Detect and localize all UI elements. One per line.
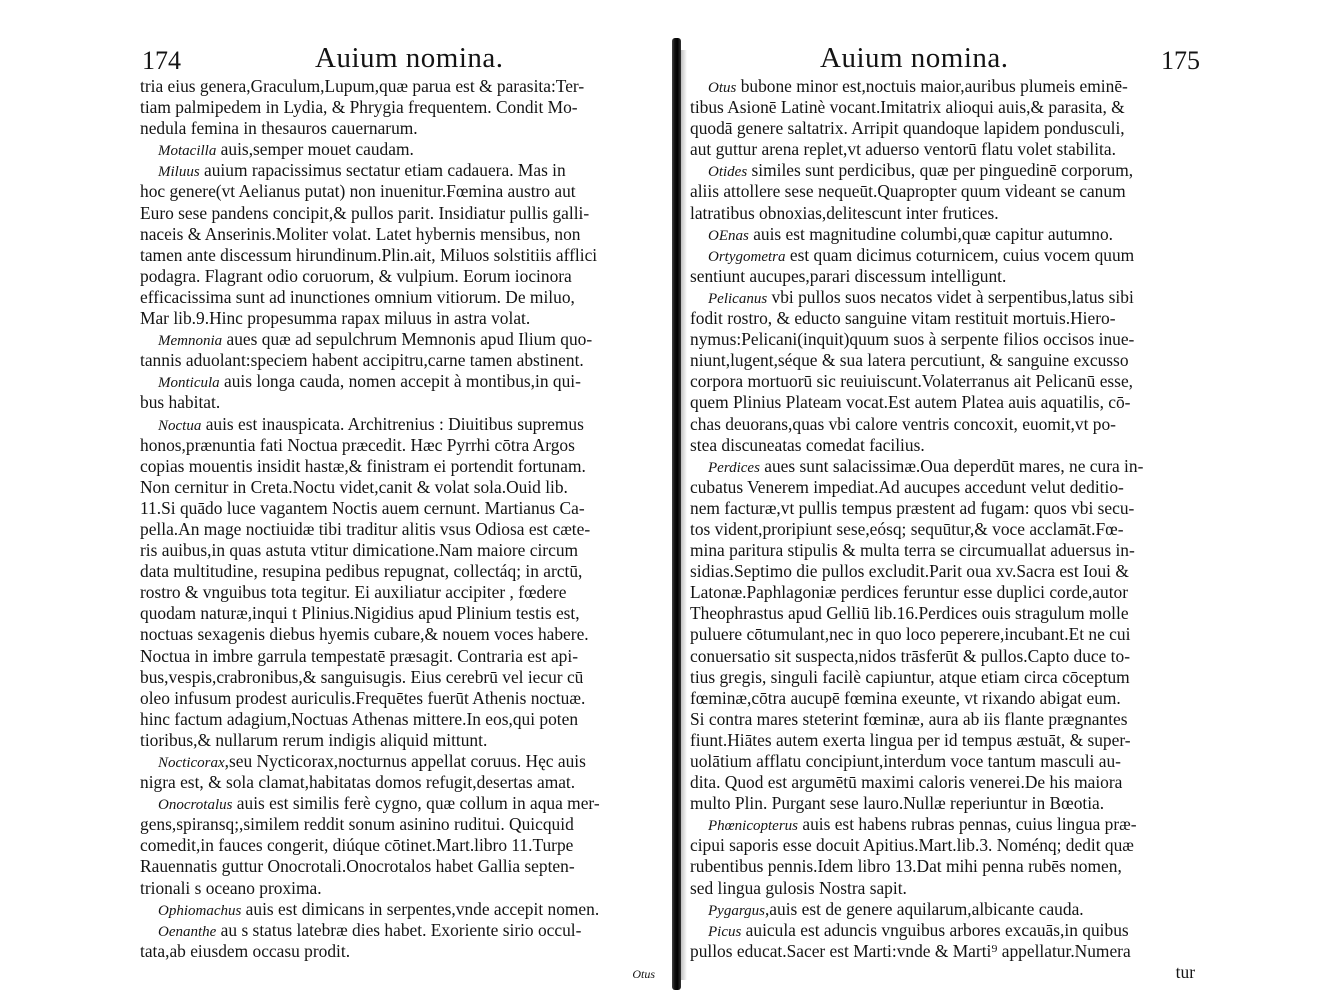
text-line — [140, 814, 655, 835]
gutter-shadow — [681, 50, 687, 980]
line-text: niunt,lugent,séque & sua latera percutiunt, & sanguine excusso — [690, 350, 1129, 371]
text-column — [690, 76, 1200, 983]
text-line — [140, 118, 655, 139]
line-text: au s status latebræ dies habet. Exoriente sirio occul- — [216, 919, 582, 940]
text-line — [690, 414, 1195, 435]
text-line — [140, 856, 655, 877]
text-line — [690, 287, 1195, 308]
text-line — [140, 245, 655, 266]
text-line — [140, 350, 655, 371]
line-text: tos vident,proripiunt sese,eósq; sequūtur,& voce acclamāt.Fœ- — [690, 518, 1124, 539]
text-line — [690, 667, 1195, 688]
catchword: Otus — [632, 966, 655, 981]
text-line — [690, 498, 1195, 519]
text-line — [690, 245, 1195, 266]
line-text: sed lingua gulosis Nostra sapit. — [690, 877, 907, 898]
line-text: cipui saporis esse docuit Apitius.Mart.lib.3. Noménq; dedit quæ — [690, 835, 1134, 856]
line-text: aut guttur arena replet,vt aduerso ventorū flatu volet stabilita. — [690, 139, 1116, 160]
text-line — [140, 624, 655, 645]
book-gutter — [672, 38, 681, 990]
line-text: corpora mortuorū sic reuiuiscunt.Volaterranus ait Pelicanū esse, — [690, 371, 1134, 392]
text-line — [690, 856, 1195, 877]
text-line — [140, 456, 655, 477]
text-line — [690, 730, 1195, 751]
line-text: tibus Asionē Latinè vocant.Imitatrix alioqui auis,& parasita, & — [690, 97, 1125, 118]
line-text: chas deuorans,quas vbi calore ventris concoxit, euomit,vt po- — [690, 413, 1116, 434]
line-text: Rauennatis guttur Onocrotali.Onocrotalos habet Gallia septen- — [140, 856, 575, 877]
text-line — [140, 772, 655, 793]
text-line — [690, 878, 1195, 899]
line-text: bubone minor est,noctuis maior,auribus plumeis eminē- — [736, 76, 1128, 96]
line-text: oleo infusum prodest auriculis.Frequētes fuerūt Athenis noctuæ. — [140, 687, 586, 708]
line-text: tiam palmipedem in Lydia, & Phrygia frequentem. Condit Mo- — [140, 97, 578, 118]
line-text: pullos educat.Sacer est Marti:vnde & Marti⁹ appellatur.Numera — [690, 940, 1131, 961]
text-column — [140, 76, 660, 983]
entry-term: OEnas — [708, 227, 749, 244]
line-text: cubatus Venerem impediat.Ad aucupes accedunt velut deditio- — [690, 476, 1124, 497]
text-line — [690, 646, 1195, 667]
left-page — [140, 0, 660, 1000]
line-text: similes sunt perdicibus, quæ per pinguedinē corporum, — [747, 160, 1134, 181]
entry-term: Oenanthe — [158, 923, 217, 940]
text-line — [140, 160, 655, 181]
line-text: auis est habens rubras pennas, cuius lingua præ- — [798, 814, 1137, 835]
line-text: copias mouentis insidit hastæ,& finistram ei portendit fortunam. — [140, 455, 586, 476]
line-text: Non cernitur in Creta.Noctu videt,canit & volat sola.Ouid lib. — [140, 476, 568, 497]
entry-term: Nocticorax — [158, 755, 225, 771]
entry-term: Onocrotalus — [158, 797, 233, 814]
catchword-line — [690, 962, 1195, 983]
line-text: stea discuneatas comedat facilius. — [690, 434, 925, 455]
line-text: auis,semper mouet caudam. — [216, 139, 414, 160]
line-text: quem Plinius Plateam vocat.Est autem Platea auis aquatilis, cō- — [690, 392, 1131, 413]
line-text: multo Plin. Purgant sese lauro.Nullæ reperiuntur in Bœotia. — [690, 793, 1105, 814]
text-line — [140, 920, 655, 941]
text-line — [690, 139, 1195, 160]
text-line — [690, 118, 1195, 139]
text-line — [690, 793, 1195, 814]
text-line — [140, 181, 655, 202]
page-number: 174 — [142, 46, 181, 75]
entry-term: Perdices — [708, 459, 760, 476]
line-text: Si contra mares steterint fœminæ, aura ab iis flante prægnantes — [690, 708, 1128, 729]
text-line — [690, 224, 1195, 245]
text-line — [690, 203, 1195, 224]
text-line — [140, 477, 655, 498]
entry-term: Miluus — [158, 164, 200, 181]
text-line — [140, 730, 655, 751]
running-title: Auium nomina. — [820, 42, 1009, 74]
entry-term: Pygargus — [708, 902, 765, 919]
line-text: ,auis est de genere aquilarum,albicante cauda. — [764, 898, 1084, 919]
line-text: vbi pullos suos necatos videt à serpentibus,latus sibi — [767, 286, 1134, 307]
entry-term: Monticula — [158, 375, 220, 392]
line-text: nigra est, & sola clamat,habitatas domos refugit,desertas amat. — [140, 772, 576, 793]
line-text: data multitudine, resupina pedibus repugnat, collectáq; in arctū, — [140, 561, 583, 582]
line-text: honos,prænuntia fati Noctua præcedit. Hæc Pyrrhi cōtra Argos — [140, 434, 575, 455]
entry-term: Otides — [708, 164, 748, 181]
line-text: pella.An mage noctiuidæ tibi traditur alitis vsus Odiosa est cæte- — [140, 518, 591, 539]
entry-term: Pelicanus — [708, 290, 768, 307]
text-line — [690, 624, 1195, 645]
line-text: ris auibus,in quas astuta vtitur dimicatione.Nam maiore circum — [140, 540, 579, 561]
line-text: Mar lib.9.Hinc propesumma rapax miluus in astra volat. — [140, 308, 531, 329]
text-line — [690, 899, 1195, 920]
catchword-line — [140, 962, 655, 983]
entry-term: Ophiomachus — [158, 902, 242, 919]
text-line — [140, 582, 655, 603]
text-line — [690, 477, 1195, 498]
line-text: Latonæ.Paphlagoniæ perdices feruntur esse duplici corde,autor — [690, 582, 1129, 603]
entry-term: Phœnicopterus — [708, 818, 798, 835]
line-text: tannis aduolant:speciem habent accipitru,carne tamen abstinent. — [140, 350, 584, 371]
line-text: conuersatio sit suspecta,nidos trāsferūt & pullos.Capto duce to- — [690, 645, 1130, 666]
text-line — [140, 751, 655, 772]
line-text: hinc factum adagium,Noctuas Athenas mittere.In eos,qui poten — [140, 708, 579, 729]
entry-term: Noctua — [158, 417, 202, 434]
text-line — [690, 181, 1195, 202]
line-text: bus habitat. — [140, 392, 221, 413]
line-text: hoc genere(vt Aelianus putat) non inuenitur.Fœmina austro aut — [140, 181, 576, 202]
text-line — [690, 266, 1195, 287]
text-line — [140, 414, 655, 435]
line-text: gens,spiransq;,similem reddit sonum asinino ruditui. Quicquid — [140, 814, 574, 835]
text-line — [140, 835, 655, 856]
line-text: podagra. Flagrant odio coruorum, & vulpium. Eorum iocinora — [140, 265, 572, 286]
line-text: auis est similis ferè cygno, quæ collum in aqua mer- — [232, 793, 600, 814]
text-line — [690, 814, 1195, 835]
line-text: auicula est aduncis vnguibus arbores excauās,in quibus — [741, 919, 1129, 940]
line-text: tata,ab eiusdem occasu prodit. — [140, 940, 351, 961]
line-text: puluere cōtumulant,nec in quo loco peperere,incubant.Et ne cui — [690, 624, 1131, 645]
line-text: Euro sese pandens concipit,& pullos parit. Insidiatur pullis galli- — [140, 202, 590, 223]
text-line — [690, 160, 1195, 181]
line-text: ,seu Nycticorax,nocturnus appellat coruus. Hęc auis — [224, 751, 586, 771]
line-text: nymus:Pelicani(inquit)quum suos à serpente filios occisos inue- — [690, 329, 1135, 350]
text-line — [140, 308, 655, 329]
text-line — [690, 308, 1195, 329]
line-text: trionali s oceano proxima. — [140, 877, 322, 898]
text-line — [140, 266, 655, 287]
entry-term: Ortygometra — [708, 248, 786, 265]
text-line — [140, 646, 655, 667]
text-line — [140, 878, 655, 899]
line-text: aues sunt salacissimæ.Oua deperdūt mares, ne cura in- — [759, 455, 1144, 476]
text-line — [690, 392, 1195, 413]
text-line — [690, 603, 1195, 624]
text-line — [690, 371, 1195, 392]
text-line — [690, 519, 1195, 540]
line-text: latratibus obnoxias,delitescunt inter frutices. — [690, 202, 999, 223]
running-title: Auium nomina. — [315, 42, 504, 74]
text-line — [690, 350, 1195, 371]
text-line — [690, 456, 1195, 477]
line-text: auis est magnitudine columbi,quæ capitur autumno. — [748, 223, 1114, 244]
line-text: Noctua in imbre garrula tempestatē præsagit. Contraria est api- — [140, 645, 579, 666]
line-text: naceis & Anserinis.Moliter volat. Latet hybernis mensibus, non — [140, 223, 581, 244]
line-text: aliis attollere sese nequeūt.Quapropter quum videant se canum — [690, 181, 1126, 202]
text-line — [690, 540, 1195, 561]
entry-term: Motacilla — [158, 143, 217, 160]
catchword: tur — [1175, 961, 1195, 982]
line-text: nedula femina in thesauros cauernarum. — [140, 118, 418, 139]
line-text: nem facturæ,vt pullis tempus præstent ad fugam: quos vbi secu- — [690, 497, 1135, 518]
text-line — [690, 751, 1195, 772]
line-text: fiunt.Hiātes autem exerta lingua per id tempus æstuāt, & super- — [690, 729, 1131, 750]
line-text: auis longa cauda, nomen accepit à montibus,in qui- — [219, 371, 581, 392]
line-text: auis est dimicans in serpentes,vnde accepit nomen. — [241, 898, 600, 919]
line-text: fœminæ,cōtra aucupē fœmina exeunte, vt rixando abigat eum. — [690, 687, 1121, 708]
text-line — [140, 793, 655, 814]
line-text: auium rapacissimus sectatur etiam cadauera. Mas in — [199, 160, 566, 181]
text-line — [140, 540, 655, 561]
text-line — [140, 224, 655, 245]
line-text: tius gregis, singuli facilè capiuntur, atque etiam circa cōceptum — [690, 666, 1130, 687]
text-line — [140, 498, 655, 519]
text-line — [140, 667, 655, 688]
line-text: mina paritura stipulis & multa terra se circumuallat aduersus in- — [690, 540, 1135, 561]
text-line — [140, 203, 655, 224]
text-line — [690, 97, 1195, 118]
text-line — [690, 329, 1195, 350]
entry-term: Otus — [708, 80, 737, 96]
line-text: comedit,in fauces congerit, diúque cōtinet.Mart.libro 11.Turpe — [140, 835, 574, 856]
text-line — [690, 561, 1195, 582]
text-line — [140, 603, 655, 624]
line-text: uolātium afflatu concipiunt,interdum voce tantum masculi au- — [690, 751, 1121, 771]
line-text: rostro & vnguibus tota tegitur. Ei auxiliatur accipiter , fœdere — [140, 582, 567, 603]
line-text: aues quæ ad sepulchrum Memnonis apud Ilium quo- — [222, 329, 593, 350]
text-line — [690, 835, 1195, 856]
line-text: tamen ante discessum hirundinum.Plin.ait, Miluos solstitiis afflici — [140, 244, 598, 265]
text-line — [690, 688, 1195, 709]
text-line — [140, 899, 655, 920]
line-text: 11.Si quādo luce vagantem Noctis auem cernunt. Martianus Ca- — [140, 497, 585, 518]
text-line — [140, 287, 655, 308]
page-number: 175 — [1161, 46, 1200, 75]
line-text: sentiunt aucupes,parari discessum intelligunt. — [690, 265, 1007, 286]
text-line — [690, 772, 1195, 793]
text-line — [690, 709, 1195, 730]
running-head-left — [140, 40, 660, 80]
line-text: quodā genere saltatrix. Arripit quandoque lapidem pondusculi, — [690, 118, 1125, 139]
text-line — [690, 920, 1195, 941]
line-text: rubentibus pennis.Idem libro 13.Dat mihi penna rubēs nomen, — [690, 856, 1122, 877]
line-text: est quam dicimus coturnicem, cuius vocem quum — [785, 244, 1135, 265]
text-line — [140, 371, 655, 392]
line-text: dita. Quod est argumētū maximi caloris venerei.De his maiora — [690, 772, 1123, 793]
entry-term: Memnonia — [158, 333, 223, 350]
line-text: fodit rostro, & educto sanguine vitam restituit mortuis.Hiero- — [690, 308, 1116, 329]
line-text: efficacissima sunt ad inunctiones omnium vitiorum. De miluo, — [140, 286, 575, 307]
line-text: tria eius genera,Graculum,Lupum,quæ parua est & parasita:Ter- — [140, 76, 585, 96]
text-line — [140, 329, 655, 350]
text-line — [140, 139, 655, 160]
text-line — [140, 76, 655, 97]
text-line — [690, 435, 1195, 456]
text-line — [140, 688, 655, 709]
running-head-right — [690, 40, 1200, 80]
line-text: bus,vespis,crabronibus,& sanguisugis. Eius cerebrū vel iecur cū — [140, 666, 584, 687]
line-text: tioribus,& nullarum rerum indigis aliquid mittunt. — [140, 729, 488, 750]
text-line — [140, 97, 655, 118]
line-text: quodam naturæ,inqui t Plinius.Nigidius apud Plinium testis est, — [140, 603, 580, 624]
text-line — [140, 435, 655, 456]
text-line — [690, 76, 1195, 97]
line-text: auis est inauspicata. Architrenius : Diuitibus supremus — [201, 413, 584, 434]
text-line — [140, 561, 655, 582]
line-text: noctuas sexagenis diebus hyemis cubare,& nouem voces habere. — [140, 624, 589, 645]
text-line — [140, 941, 655, 962]
right-page — [690, 0, 1200, 1000]
text-line — [140, 519, 655, 540]
entry-term: Picus — [708, 923, 742, 940]
line-text: sidias.Septimo die pullos excludit.Parit oua xv.Sacra est Ioui & — [690, 561, 1129, 582]
text-line — [140, 709, 655, 730]
text-line — [690, 582, 1195, 603]
text-line — [140, 392, 655, 413]
line-text: Theophrastus apud Gelliū lib.16.Perdices ouis stragulum molle — [690, 603, 1129, 624]
text-line — [690, 941, 1195, 962]
